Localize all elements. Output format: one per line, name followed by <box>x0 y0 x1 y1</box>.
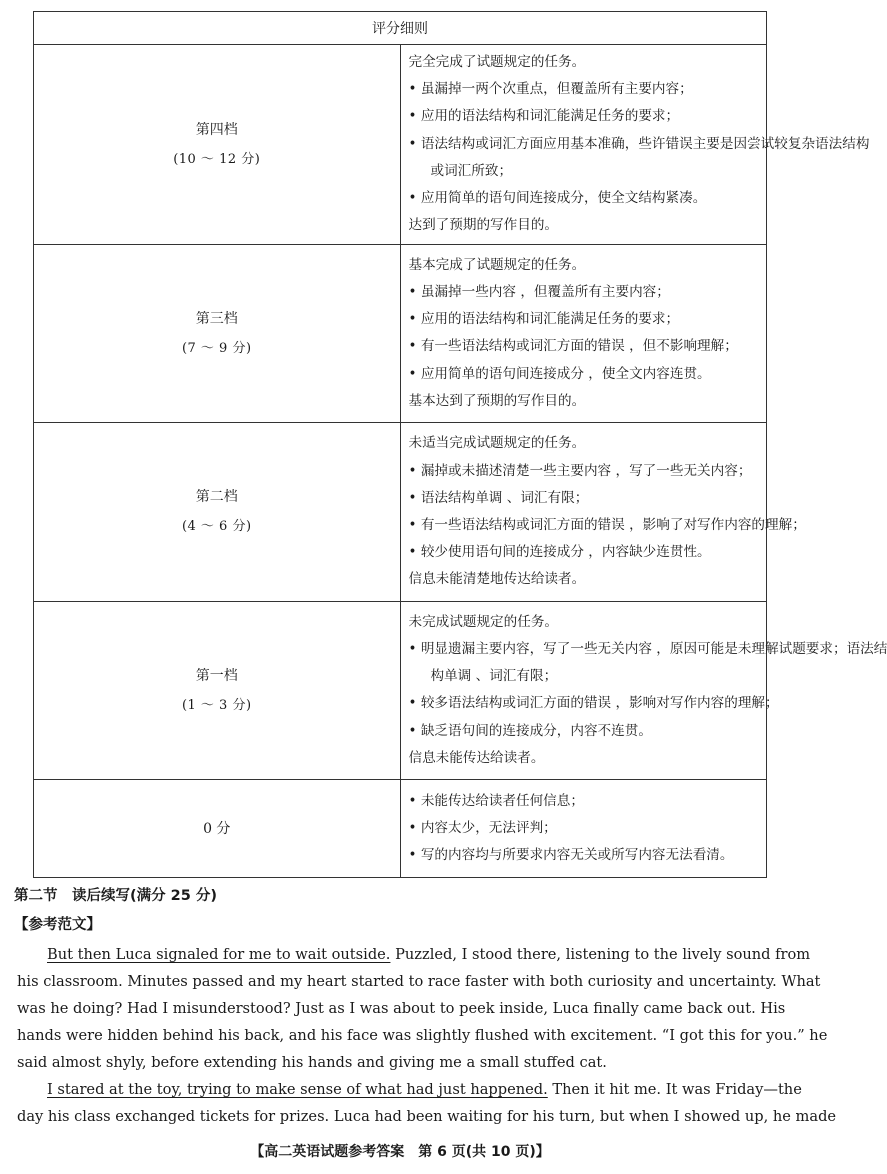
criteria-line: 基本达到了预期的写作目的。 <box>408 392 586 409</box>
criteria-line: 完全完成了试题规定的任务。 <box>408 54 586 70</box>
rubric-row-level-2 <box>34 423 767 602</box>
level-name: 第四档 <box>195 121 238 138</box>
level-name: 第三档 <box>195 310 238 327</box>
criteria-line: • 较多语法结构或词汇方面的错误 ，影响对写作内容的理解； <box>408 695 779 712</box>
sample-essay <box>17 941 837 1130</box>
criteria-line: • 明显遗漏主要内容，写了一些无关内容 ，原因可能是未理解试题要求；语法结 <box>408 641 887 658</box>
criteria-line: 信息未能传达给读者。 <box>408 749 545 766</box>
level-cell <box>34 45 401 245</box>
criteria-line: • 应用简单的语句间连接成分 ，使全文内容连贯。 <box>408 365 711 382</box>
criteria-line: • 语法结构或词汇方面应用基本准确，些许错误主要是因尝试较复杂语法结构 <box>408 135 870 152</box>
level-cell <box>34 780 401 878</box>
essay-opening-sentence: But then Luca signaled for me to wait outside. <box>47 946 391 963</box>
criteria-line: • 有一些语法结构或词汇方面的错误 ，影响了对写作内容的理解； <box>408 516 806 533</box>
criteria-cell <box>400 245 767 423</box>
criteria-line: • 语法结构单调 、词汇有限； <box>408 489 589 506</box>
criteria-line: • 有一些语法结构或词汇方面的错误 ，但不影响理解； <box>408 338 738 355</box>
level-range: (10 ～ 12 分) <box>173 151 261 167</box>
criteria-line: 达到了预期的写作目的。 <box>408 217 559 234</box>
criteria-line: • 较少使用语句间的连接成分 ，内容缺少连贯性。 <box>408 544 711 561</box>
criteria-line: 或词汇所致； <box>430 162 513 179</box>
essay-opening-sentence: I stared at the toy, trying to make sense of what had just happened. <box>47 1081 548 1098</box>
essay-line <box>17 1076 802 1103</box>
level-cell <box>34 602 401 780</box>
essay-line <box>17 941 811 968</box>
criteria-line: • 应用的语法结构和词汇能满足任务的要求； <box>408 311 680 328</box>
criteria-line: • 虽漏掉一两个次重点，但覆盖所有主要内容； <box>408 81 693 98</box>
essay-text: Puzzled, I stood there, listening to the lively sound from <box>390 946 811 963</box>
criteria-line: • 内容太少，无法评判； <box>408 819 557 836</box>
criteria-line: • 应用简单的语句间连接成分，使全文结构紧凑。 <box>408 190 707 207</box>
criteria-cell <box>400 602 887 780</box>
criteria-line: 未完成试题规定的任务。 <box>408 613 559 630</box>
rubric-row-level-1 <box>34 602 767 780</box>
essay-line: said almost shyly, before extending his hands and giving me a small stuffed cat. <box>17 1054 607 1071</box>
level-name: 第一档 <box>195 667 238 684</box>
criteria-line: • 写的内容均与所要求内容无关或所写内容无法看清。 <box>408 847 734 864</box>
rubric-row-level-3 <box>34 245 767 423</box>
essay-line: his classroom. Minutes passed and my heart started to race faster with both curiosity and uncertainty. What <box>17 973 821 990</box>
criteria-line: 信息未能清楚地传达给读者。 <box>408 571 586 588</box>
level-range: (4 ～ 6 分) <box>181 519 252 535</box>
level-cell <box>34 245 401 423</box>
scoring-rubric-table <box>33 11 887 878</box>
section-heading: 第二节 读后续写(满分 25 分) <box>14 888 218 904</box>
rubric-row-level-0 <box>34 780 767 878</box>
level-range: (1 ～ 3 分) <box>181 697 252 713</box>
criteria-cell <box>400 45 870 245</box>
criteria-line: • 未能传达给读者任何信息； <box>408 792 584 809</box>
criteria-cell <box>400 423 806 602</box>
level-cell <box>34 423 401 602</box>
rubric-header: 评分细则 <box>34 12 767 45</box>
level-range: (7 ～ 9 分) <box>181 340 252 356</box>
level-name: 0 分 <box>203 820 231 837</box>
criteria-line: 未适当完成试题规定的任务。 <box>408 435 586 452</box>
essay-line: hands were hidden behind his back, and his face was slightly flushed with excitement. “I got this for you.” he <box>17 1027 828 1044</box>
criteria-line: 构单调 、词汇有限； <box>430 668 558 685</box>
essay-line: was he doing? Had I misunderstood? Just as I was about to peek inside, Luca finally came back out. His <box>17 1000 786 1017</box>
criteria-line: • 应用的语法结构和词汇能满足任务的要求； <box>408 108 680 125</box>
rubric-header-row <box>34 12 767 45</box>
sample-essay-title: 【参考范文】 <box>14 917 101 933</box>
page-footer: 【高二英语试题参考答案 第 6 页(共 10 页)】 <box>250 1144 550 1160</box>
rubric-row-level-4 <box>34 45 767 245</box>
criteria-line: • 缺乏语句间的连接成分，内容不连贯。 <box>408 722 652 739</box>
essay-text: Then it hit me. It was Friday—the <box>547 1081 802 1098</box>
criteria-line: • 虽漏掉一些内容 ，但覆盖所有主要内容； <box>408 284 670 301</box>
essay-line: day his class exchanged tickets for prizes. Luca had been waiting for his turn, but when I showed up, he made <box>17 1108 837 1125</box>
criteria-cell <box>400 780 767 878</box>
criteria-line: • 漏掉或未描述清楚一些主要内容 ，写了一些无关内容； <box>408 462 752 479</box>
criteria-line: 基本完成了试题规定的任务。 <box>408 256 586 273</box>
level-name: 第二档 <box>195 489 238 506</box>
